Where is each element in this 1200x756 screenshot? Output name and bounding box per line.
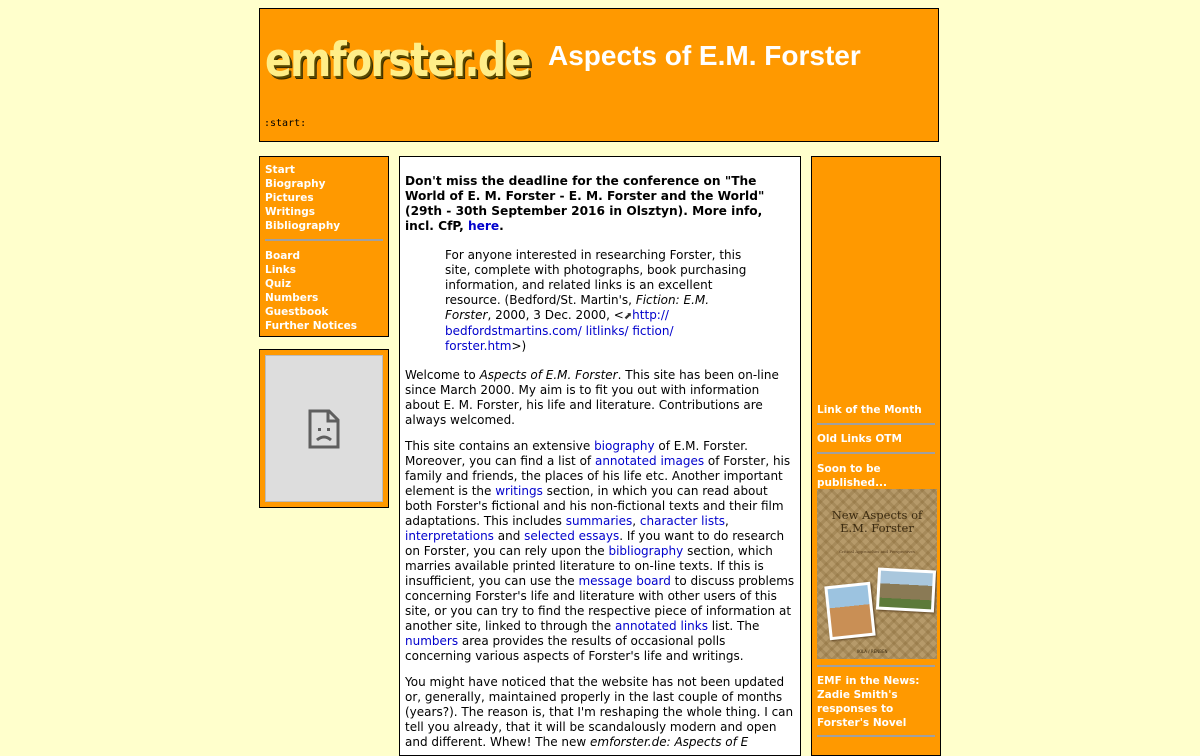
review-quote — [445, 248, 747, 354]
site-header — [259, 8, 939, 142]
link-message-board[interactable]: message board — [578, 574, 671, 588]
text: to discuss problems concerning Forster's life and literature with other users of this site, or you can try to find the respective piece of information at another site, linked to through the — [405, 574, 795, 633]
right-divider — [817, 423, 935, 425]
text: You might have noticed that the website has not been updated or, generally, maintained properly in the last couple of months (years?). The reason is, that I'm reshaping the whole thing. I can tell you already, that it will be scandalously modern and open and different. Whew! The new — [405, 675, 794, 749]
book-photo-towers — [824, 582, 875, 641]
broken-image-icon — [307, 408, 341, 450]
quote-text: >) — [511, 339, 527, 353]
text: Welcome to — [405, 368, 480, 382]
right-divider — [817, 665, 935, 667]
text: list. The — [707, 619, 760, 633]
nav-item-guestbook[interactable]: Guestbook — [265, 306, 329, 318]
text: . If you want to do research on Forster, you can rely upon the — [405, 529, 785, 558]
link-annotated-images[interactable]: annotated images — [594, 454, 705, 468]
book-publisher: IKILA / RENBEN — [857, 649, 888, 654]
book-photo-house — [876, 568, 936, 613]
update-paragraph — [405, 675, 795, 750]
breadcrumb: :start: — [264, 118, 307, 129]
text: section, in which you can read about both Forster's fictional and his non-fictional texts and their film adaptations. This includes — [405, 484, 784, 528]
book-subtitle: Critical Approaches and Perspectives — [839, 549, 915, 554]
link-summaries[interactable]: summaries — [565, 514, 633, 528]
link-interpretations[interactable]: interpretations — [405, 529, 494, 543]
welcome-paragraph — [405, 368, 795, 428]
broken-image[interactable] — [265, 355, 383, 502]
sidebar-nav — [259, 156, 389, 337]
quote-source-title: Fiction: E.M. Forster — [445, 293, 710, 322]
link-writings[interactable]: writings — [495, 484, 543, 498]
nav-item-biography[interactable]: Biography — [265, 178, 326, 190]
text: , — [632, 514, 640, 528]
nav-item-links[interactable]: Links — [265, 264, 296, 276]
quote-text: , 2000, 3 Dec. 2000, < — [487, 308, 624, 322]
link-biography[interactable]: biography — [594, 439, 655, 453]
external-link-icon: ⬈ — [623, 311, 633, 322]
link-numbers[interactable]: numbers — [405, 634, 459, 648]
nav-divider — [265, 239, 383, 241]
main-content — [399, 156, 801, 756]
text: of Forster, his family and friends, the places of his life etc. Another important element is the — [405, 454, 791, 498]
nav-item-writings[interactable]: Writings — [265, 206, 316, 218]
text: and — [493, 529, 525, 543]
notice-link[interactable]: here — [467, 219, 500, 233]
site-name-italic: emforster.de: Aspects of E — [590, 735, 749, 749]
link-annotated-links[interactable]: annotated links — [615, 619, 708, 633]
right-divider — [817, 452, 935, 454]
text: , — [725, 514, 729, 528]
nav-item-numbers[interactable]: Numbers — [265, 292, 319, 304]
text: of E.M. Forster. Moreover, you can find a list of — [405, 439, 748, 468]
text: . This site has been on-line since March 2000. My aim is to fit you out with information about E. M. Forster, his life and literature. Contributions are always welcomed. — [405, 368, 779, 427]
link-character-lists[interactable]: character lists — [639, 514, 726, 528]
site-title: Aspects of E.M. Forster — [548, 40, 861, 71]
quote-text: For anyone interested in researching Forster, this site, complete with photographs, book purchasing information, and related links is an excellent resource. (Bedford/St. Martin's, — [445, 248, 747, 307]
text: section, which marries available printed literature to on-line texts. If this is insufficient, you can use the — [405, 544, 773, 588]
emf-in-the-news[interactable]: EMF in the News: Zadie Smith's responses to Forster's Novel — [817, 675, 920, 729]
contents-paragraph — [405, 439, 795, 664]
nav-item-quiz[interactable]: Quiz — [265, 278, 292, 290]
book-title: New Aspects of E.M. Forster — [831, 508, 923, 535]
site-name-italic: Aspects of E.M. Forster — [479, 368, 618, 382]
nav-item-start[interactable]: Start — [265, 164, 295, 176]
nav-item-further-notices[interactable]: Further Notices — [265, 320, 357, 332]
book-cover[interactable] — [817, 489, 937, 659]
right-divider — [817, 735, 935, 737]
old-links-otm[interactable]: Old Links OTM — [817, 433, 902, 445]
link-bibliography[interactable]: bibliography — [608, 544, 684, 558]
text: area provides the results of occasional polls concerning various aspects of Forster's life and writings. — [405, 634, 744, 663]
text: This site contains an extensive — [405, 439, 595, 453]
sidebar-image-box — [259, 349, 389, 508]
quote-link[interactable]: http:// bedfordstmartins.com/ litlinks/ fiction/ forster.htm — [445, 308, 674, 353]
nav-item-pictures[interactable]: Pictures — [265, 192, 314, 204]
nav-item-bibliography[interactable]: Bibliography — [265, 220, 341, 232]
right-sidebar — [811, 156, 941, 756]
notice-text: Don't miss the deadline for the conference on "The World of E. M. Forster - E. M. Forster and the World" (29th - 30th September 2016 in Olsztyn). More info, incl. CfP, — [405, 174, 765, 233]
conference-notice: Don't miss the deadline for the conference on "The World of E. M. Forster - E. M. Forster and the World" (29th - 30th September 2016 in Olsztyn). More info, incl. CfP, here. — [405, 174, 765, 233]
link-selected-essays[interactable]: selected essays — [524, 529, 620, 543]
nav-item-board[interactable]: Board — [265, 250, 300, 262]
site-logo[interactable]: emforster.de — [265, 33, 530, 88]
link-of-the-month[interactable]: Link of the Month — [817, 404, 922, 416]
soon-published-label: Soon to be published... — [817, 463, 888, 489]
